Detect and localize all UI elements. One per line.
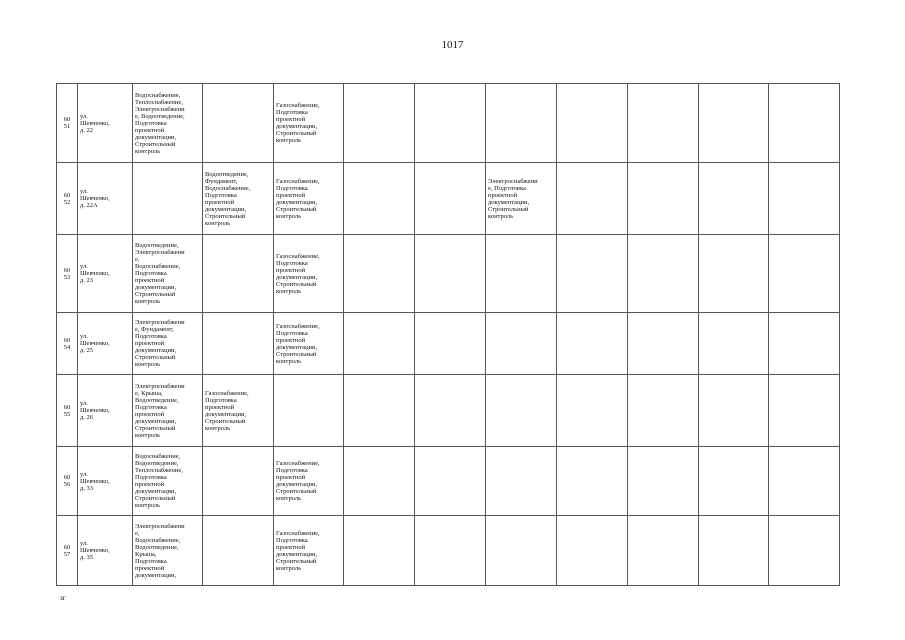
- work-cell: [133, 375, 203, 447]
- work-cell: [769, 516, 840, 586]
- work-cell: [486, 84, 557, 163]
- work-cell: [203, 375, 274, 447]
- work-cell: [203, 163, 274, 235]
- address-text: ул. Шевченко, д. 35: [80, 540, 110, 561]
- work-cell: [557, 375, 628, 447]
- work-text: Водоснабжение, Теплоснабжение, Электроснабжени е, Водоотведение, Подготовка проектной документации, Строительный контроль: [135, 91, 185, 155]
- row-number-cell: [57, 375, 78, 447]
- work-cell: [628, 313, 699, 375]
- address-text: ул. Шевченко, д. 33: [80, 470, 110, 492]
- work-text: Газоснабжение, Подготовка проектной документации, Строительный контроль: [276, 252, 320, 295]
- row-number-cell: [57, 313, 78, 375]
- work-cell: [344, 375, 415, 447]
- work-cell: [274, 375, 344, 447]
- row-number: 60 56: [63, 474, 71, 488]
- work-cell: [486, 447, 557, 516]
- work-cell: [557, 235, 628, 313]
- work-cell: [769, 163, 840, 235]
- work-cell: [203, 447, 274, 516]
- work-cell: [557, 516, 628, 586]
- work-cell: [344, 447, 415, 516]
- address-cell: [78, 516, 133, 586]
- work-cell: [769, 313, 840, 375]
- work-cell: [203, 84, 274, 163]
- work-cell: [769, 84, 840, 163]
- work-text: Газоснабжение, Подготовка проектной документации, Строительный контроль: [276, 460, 320, 502]
- address-cell: [78, 375, 133, 447]
- work-cell: [699, 313, 769, 375]
- work-cell: [133, 516, 203, 586]
- work-cell: [628, 84, 699, 163]
- row-number: 60 53: [63, 266, 71, 281]
- work-cell: [133, 84, 203, 163]
- table-row: [57, 84, 840, 163]
- work-text: Водоотведение, Электроснабжени е, Водоснабжение, Подготовка проектной документации, Строительный контроль: [135, 242, 185, 305]
- work-text: Электроснабжени е, Фундамент, Подготовка проектной документации, Строительный контроль: [135, 319, 185, 368]
- work-cell: [274, 84, 344, 163]
- address-text: ул. Шевченко, д. 22: [80, 112, 110, 134]
- work-cell: [274, 516, 344, 586]
- row-number-cell: [57, 84, 78, 163]
- work-text: Электроснабжени е, Водоснабжение, Водоотведение, Крыша, Подготовка проектной документации,: [135, 522, 185, 579]
- work-cell: [486, 163, 557, 235]
- work-cell: [486, 516, 557, 586]
- row-number: 60 55: [63, 403, 71, 418]
- work-cell: [486, 235, 557, 313]
- address-text: ул. Шевченко, д. 25: [80, 333, 110, 354]
- table-row: [57, 447, 840, 516]
- work-cell: [344, 313, 415, 375]
- work-cell: [628, 163, 699, 235]
- table-row: [57, 516, 840, 586]
- row-number-cell: [57, 163, 78, 235]
- work-cell: [203, 313, 274, 375]
- address-cell: [78, 163, 133, 235]
- work-cell: [486, 375, 557, 447]
- footer-note: зг: [60, 594, 66, 602]
- table-row: [57, 235, 840, 313]
- table-row: [57, 313, 840, 375]
- work-cell: [415, 313, 486, 375]
- work-cell: [274, 163, 344, 235]
- address-cell: [78, 313, 133, 375]
- work-cell: [274, 313, 344, 375]
- work-cell: [557, 313, 628, 375]
- row-number-cell: [57, 516, 78, 586]
- work-cell: [133, 163, 203, 235]
- work-cell: [344, 163, 415, 235]
- work-cell: [628, 447, 699, 516]
- work-cell: [415, 235, 486, 313]
- work-cell: [769, 447, 840, 516]
- address-text: ул. Шевченко, д. 26: [80, 400, 110, 421]
- work-cell: [133, 235, 203, 313]
- work-cell: [415, 163, 486, 235]
- work-text: Газоснабжение, Подготовка проектной документации, Строительный контроль: [276, 529, 320, 572]
- work-cell: [699, 375, 769, 447]
- table-row: [57, 163, 840, 235]
- work-cell: [628, 375, 699, 447]
- address-text: ул. Шевченко, д. 22А: [80, 188, 110, 209]
- row-number: 60 57: [63, 543, 71, 558]
- address-cell: [78, 84, 133, 163]
- work-cell: [699, 163, 769, 235]
- row-number: 60 52: [63, 191, 71, 206]
- work-cell: [344, 235, 415, 313]
- work-cell: [415, 447, 486, 516]
- work-cell: [203, 235, 274, 313]
- work-cell: [415, 375, 486, 447]
- work-cell: [628, 235, 699, 313]
- table-row: [57, 375, 840, 447]
- work-text: Водоснабжение, Водоотведение, Теплоснабжение, Подготовка проектной документации, Строительный контроль: [135, 453, 183, 509]
- work-cell: [486, 313, 557, 375]
- work-cell: [557, 447, 628, 516]
- work-text: Газоснабжение, Подготовка проектной документации, Строительный контроль: [276, 102, 320, 144]
- work-cell: [557, 84, 628, 163]
- work-cell: [628, 516, 699, 586]
- work-cell: [557, 163, 628, 235]
- work-cell: [344, 516, 415, 586]
- work-cell: [203, 516, 274, 586]
- work-cell: [274, 235, 344, 313]
- work-cell: [769, 375, 840, 447]
- row-number-cell: [57, 447, 78, 516]
- work-cell: [133, 313, 203, 375]
- work-cell: [274, 447, 344, 516]
- work-cell: [699, 84, 769, 163]
- page-number: 1017: [441, 39, 464, 51]
- address-cell: [78, 447, 133, 516]
- address-text: ул. Шевченко, д. 23: [80, 263, 110, 284]
- work-cell: [699, 235, 769, 313]
- repair-schedule-table: [56, 83, 840, 586]
- row-number: 60 54: [63, 336, 71, 351]
- row-number: 60 51: [63, 116, 71, 130]
- work-cell: [344, 84, 415, 163]
- work-text: Электроснабжени е, Подготовка проектной документации, Строительный контроль: [488, 177, 538, 220]
- work-cell: [415, 84, 486, 163]
- work-cell: [133, 447, 203, 516]
- work-cell: [699, 447, 769, 516]
- work-text: Газоснабжение, Подготовка проектной документации, Строительный контроль: [276, 322, 320, 365]
- work-cell: [699, 516, 769, 586]
- work-text: Газоснабжение, Подготовка проектной документации, Строительный контроль: [205, 389, 249, 432]
- work-cell: [769, 235, 840, 313]
- address-cell: [78, 235, 133, 313]
- work-text: Водоотведение, Фундамент, Водоснабжение, Подготовка проектной документации, Строительный контроль: [205, 170, 251, 227]
- row-number-cell: [57, 235, 78, 313]
- work-text: Электроснабжени е, Крыша, Водоотведение, Подготовка проектной документации, Строительный контроль: [135, 382, 185, 439]
- work-text: Газоснабжение, Подготовка проектной документации, Строительный контроль: [276, 177, 320, 220]
- work-cell: [415, 516, 486, 586]
